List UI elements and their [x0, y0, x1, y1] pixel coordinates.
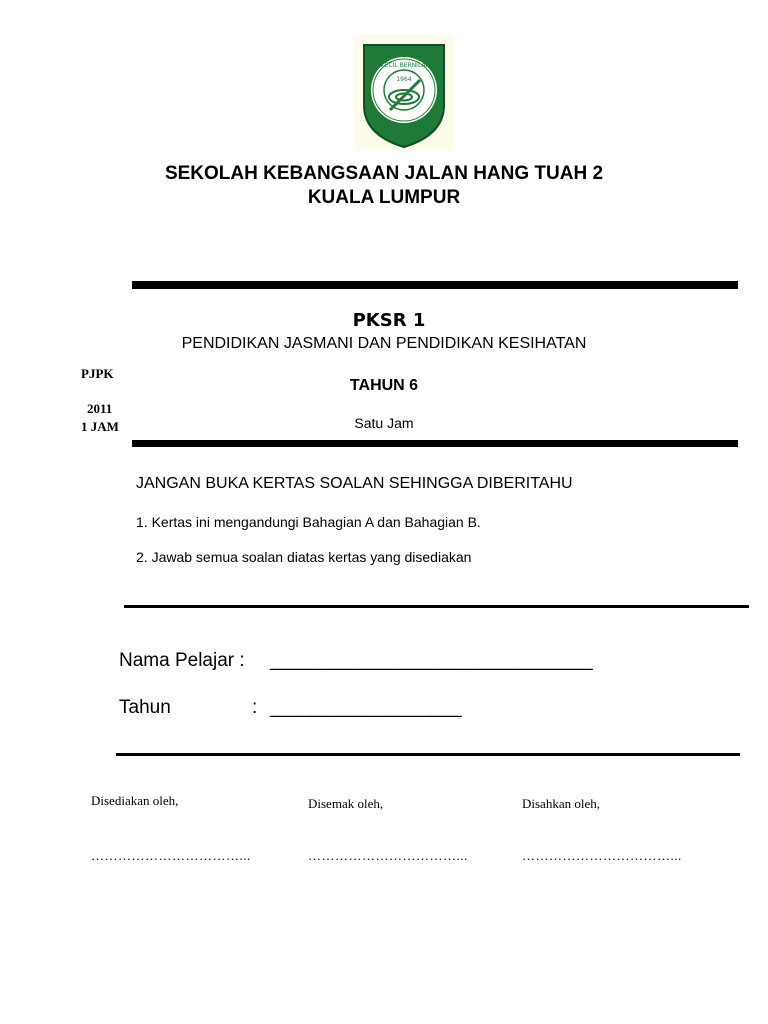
school-name	[0, 162, 768, 210]
instruction-item-1: 1. Kertas ini mengandungi Bahagian A dan Bahagian B.	[136, 514, 481, 530]
instructions-warning: JANGAN BUKA KERTAS SOALAN SEHINGGA DIBERITAHU	[136, 475, 573, 492]
form-bottom-divider	[116, 753, 740, 756]
student-year-field[interactable]: ___________________	[270, 697, 462, 718]
school-name-line1: SEKOLAH KEBANGSAAN JALAN HANG TUAH 2	[164, 163, 604, 184]
prepared-by-label: Disediakan oleh,	[91, 793, 179, 808]
approved-by-signature-line: ……………………………...	[522, 848, 682, 863]
top-divider	[132, 281, 738, 289]
student-name-field[interactable]: ________________________________	[270, 650, 593, 671]
side-duration: 1 JAM	[81, 419, 119, 434]
prepared-by-signature-line: ……………………………...	[91, 848, 251, 863]
student-year-colon: :	[252, 697, 258, 718]
middle-divider	[132, 440, 738, 447]
form-top-divider	[124, 605, 749, 608]
approved-by-label: Disahkan oleh,	[522, 796, 600, 811]
school-name-line2: KUALA LUMPUR	[307, 187, 461, 208]
crest-motto: KECIL BERNILAI	[380, 62, 428, 69]
side-year: 2011	[87, 401, 113, 416]
school-crest-logo	[354, 35, 454, 150]
student-year-label: Tahun	[119, 697, 171, 718]
checked-by-signature-line: ……………………………...	[308, 848, 468, 863]
side-code: PJPK	[81, 366, 114, 381]
checked-by-label: Disemak oleh,	[308, 796, 384, 811]
crest-icon	[354, 35, 454, 150]
exam-title: PKSR 1	[352, 310, 426, 331]
exam-year-level: TAHUN 6	[349, 377, 419, 394]
exam-duration: Satu Jam	[354, 415, 414, 431]
exam-subject: PENDIDIKAN JASMANI DAN PENDIDIKAN KESIHATAN	[181, 335, 587, 352]
student-name-label: Nama Pelajar :	[119, 650, 245, 671]
instruction-item-2: 2. Jawab semua soalan diatas kertas yang disediakan	[136, 549, 472, 565]
crest-year: 1964	[396, 76, 412, 83]
